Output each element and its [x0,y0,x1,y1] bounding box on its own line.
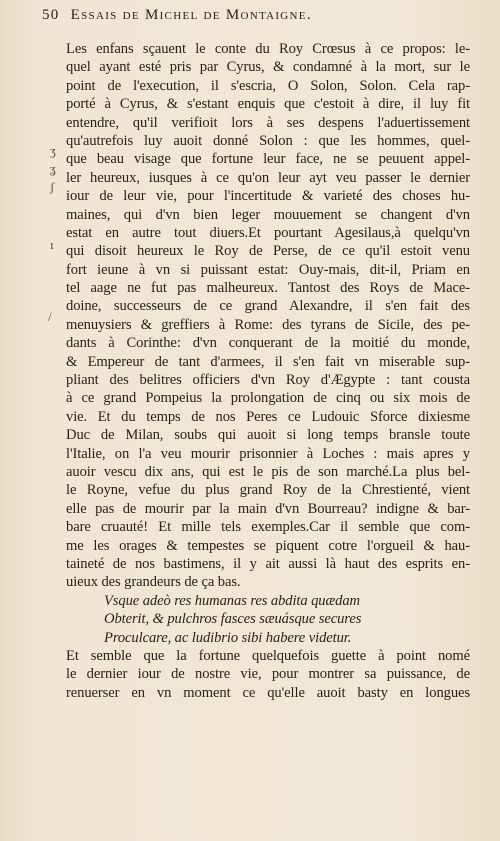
page-header [42,7,472,29]
text-line: quel ayant esté pris par Cyrus, & condamné à la mort, sur le [66,59,470,76]
page-number: 50 [42,7,60,23]
text-line: ler heureux, iusques à ce qu'on leur ayt veu passer le dernier [66,169,470,186]
text-line: doine, successeurs de ce grand Alexandre, il s'en fait des [66,298,470,315]
text-line: maines, qui d'vn bien leger mouuement se changent d'vn [66,206,470,223]
text-line: elle pas de mourir par la main d'vn Bourreau? indigne & bar- [66,500,470,517]
text-line: fort ieune à vn si puissant estat: Ouy-mais, dit-il, Priam en [66,261,470,278]
text-line: uieux des grandeurs de ça bas. [66,574,241,591]
text-line: point de l'execution, il s'escria, O Solon, Solon. Cela rap- [66,77,470,94]
text-line: estat en autre tout diuers.Et pourtant Agesilaus,à quelqu'vn [66,224,470,241]
text-line: taineté de nos bastimens, il y ait aussi là haut des esprits en- [66,555,470,572]
text-line: dants à Corinthe: d'vn conquerant de la moitié du monde, [66,335,470,352]
text-line: Les enfans sçauent le conte du Roy Crœsus à ce propos: le- [66,41,470,57]
text-line: bare cruauté! Et mille tels exemples.Car il semble que com- [66,519,470,536]
margin-mark: ʒ [50,143,56,158]
text-line: le Royne, vefue du plus grand Roy de la Chrestienté, vient [66,482,470,499]
text-line: renuerser en vn moment ce qu'elle auoit basty en longues [66,684,470,701]
verse-line: Vsque adeò res humanas res abdita quædam [104,592,360,609]
text-line: Duc de Milan, soubs qui auoit si long temps bransle toute [66,427,470,444]
text-line: tel aage ne fut pas malheureux. Tantost des Roys de Mace- [66,280,470,297]
margin-mark: ʃ [50,179,55,194]
text-line: iour de leur vie, pour l'incertitude & varieté des choses hu- [66,188,470,205]
text-line: menuysiers & greffiers à Rome: des tyrans de Sicile, des pe- [66,316,470,333]
text-line: vie. Et du temps de nos Peres ce Ludouic Sforce dixiesme [66,408,470,425]
text-line: que beau visage que fortune leur face, ne se peuuent appel- [66,151,470,168]
text-line: l'Italie, on l'a veu mourir prisonnier à Loches : mais apres y [66,445,470,462]
running-title: Essais de Michel de Montaigne. [70,7,312,23]
text-line: me les orages & tempestes se piquent cotre l'orgueil & hau- [66,537,470,554]
margin-mark: ʓ [50,161,56,176]
text-line: auoir vescu dix ans, qui est le pis de son marché.La plus bel- [66,463,470,480]
text-line: le dernier iour de nostre vie, pour montrer sa puissance, de [66,666,470,683]
margin-mark: / [48,309,52,324]
margin-mark: ı [50,237,54,252]
text-line: porté à Cyrus, & s'estant enquis que c'estoit à dire, il luy fit [66,96,470,113]
text-line: à ce grand Pompeius la prolongation de cinq ou six mois de [66,390,470,407]
verse-line: Obterit, & pulchros fasces sæuásque secures [104,611,362,628]
text-line: pliant des belitres officiers d'vn Roy d'Ægypte : tant cousta [66,372,470,389]
text-line: & Empereur de tant d'armees, il s'en fait vn miserable sup- [66,353,470,370]
verse-line: Proculcare, ac ludibrio sibi habere videtur. [104,629,352,646]
text-line: qu'autrefois luy auoit donné Solon : que les hommes, quel- [66,132,470,149]
text-line: entendre, qu'il verifioit lors à ses despens l'aduertissement [66,114,470,131]
text-line: qui disoit heureux le Roy de Perse, de ce qu'il estoit venu [66,243,470,260]
text-line: Et semble que la fortune quelquefois guette à point nomé [66,647,470,664]
body-text [66,40,470,702]
